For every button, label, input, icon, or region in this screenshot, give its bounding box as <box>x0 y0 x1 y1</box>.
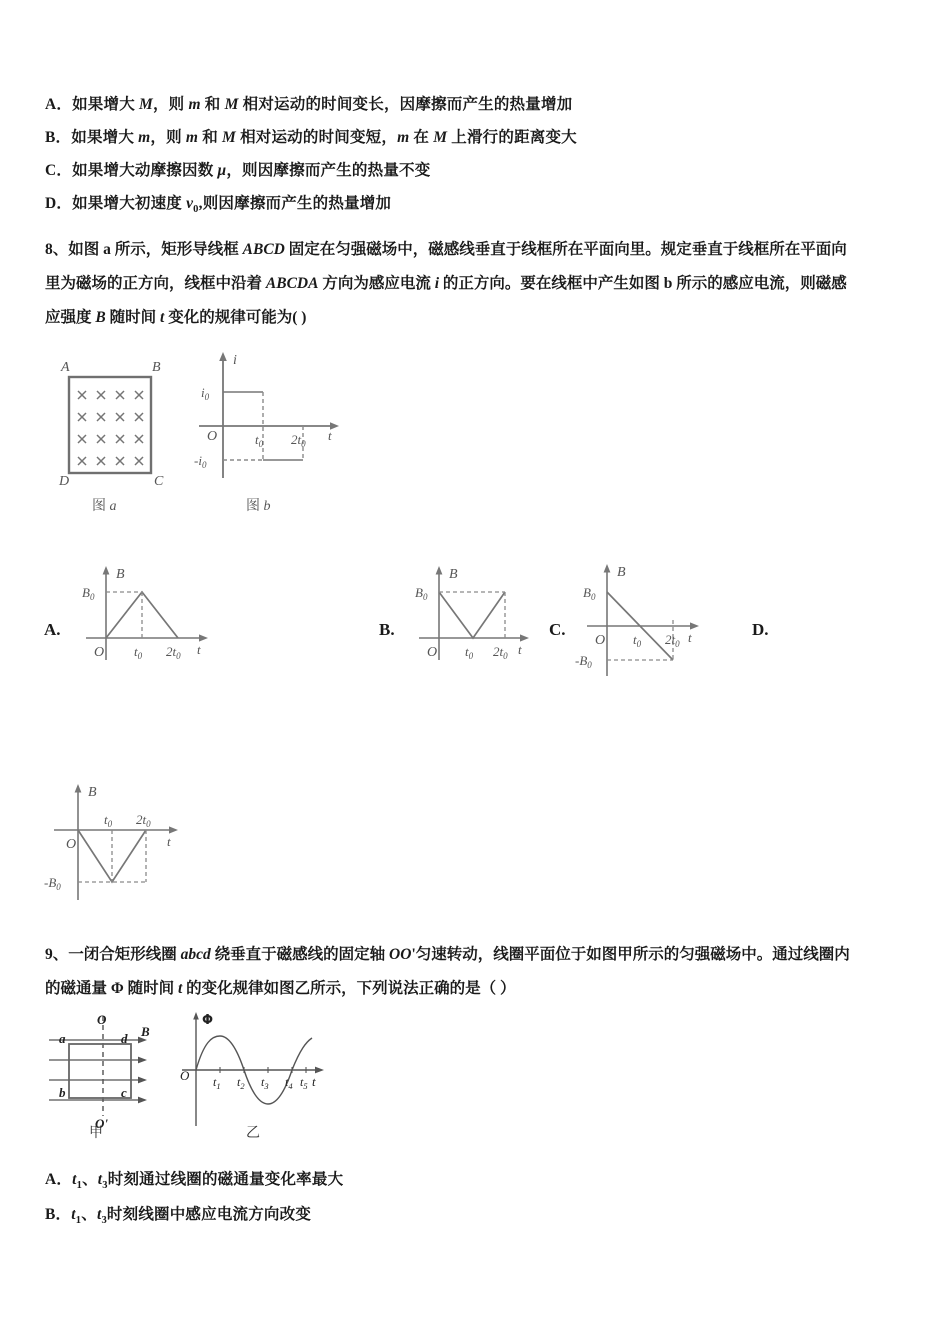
figure-b-tick-i0: $i_0$ <box>201 385 210 402</box>
opt-d-tick-neg-b0: $-B_0$ <box>44 875 61 892</box>
prev-option-c-text: 如果增大动摩擦因数 μ，则因摩擦而产生的热量不变 <box>72 162 431 179</box>
figure-yi-origin: O <box>180 1068 190 1083</box>
q9-option-b-label: B． <box>45 1206 72 1223</box>
figure-b-tick-neg-i0: $-i_0$ <box>194 453 207 470</box>
prev-option-d <box>45 194 391 220</box>
figure-yi-tick-t1: $t_1$ <box>213 1075 221 1091</box>
q8-option-a-label: A. <box>44 620 61 639</box>
opt-a-x-arrow <box>199 634 208 641</box>
field-arrowheads <box>138 1037 147 1104</box>
figure-a-corner-d: D <box>59 474 70 489</box>
opt-a-x-label: t <box>197 642 201 657</box>
opt-c-tick-t0: $t_0$ <box>633 632 642 649</box>
question8-line3: 应强度 B 随时间 t 变化的规律可能为( ) <box>45 309 307 326</box>
opt-d-origin: O <box>66 837 77 852</box>
q8-option-a-graph <box>72 560 232 670</box>
prev-option-d-label: D． <box>45 195 73 212</box>
figure-b-tick-t0: $t_0$ <box>255 432 264 449</box>
q9-option-a-text: $t_1$、$t_3$时刻通过线圈的磁通量变化率最大 <box>72 1171 344 1192</box>
figure-jia-corner-b: b <box>59 1085 66 1100</box>
figure-jia-corner-a: a <box>59 1031 66 1046</box>
question9-line2: 的磁通量 Φ 随时间 t 的变化规律如图乙所示，下列说法正确的是（ ） <box>45 980 516 997</box>
q8-option-c-graph <box>575 558 725 683</box>
figure-a-caption: 图 a <box>92 499 117 514</box>
q9-option-b <box>45 1205 311 1231</box>
opt-b-tick-t0: $t_0$ <box>465 644 474 661</box>
figure-b-tick-2t0: $2t_0$ <box>291 432 306 449</box>
q9-option-b-text: $t_1$、$t_3$时刻线圈中感应电流方向改变 <box>71 1206 312 1227</box>
prev-option-b-text: 如果增大 m，则 m 和 M 相对运动的时间变短，m 在 M 上滑行的距离变大 <box>71 129 577 146</box>
q9-option-a <box>45 1170 343 1196</box>
opt-c-x-label: t <box>688 630 692 645</box>
prev-option-c <box>45 161 430 181</box>
opt-b-tick-b0: $B_0$ <box>415 585 428 602</box>
q9-option-a-label: A． <box>45 1171 73 1188</box>
figure-yi <box>172 1008 347 1133</box>
opt-a-tick-t0: $t_0$ <box>134 644 143 661</box>
opt-a-tick-b0: $B_0$ <box>82 585 95 602</box>
prev-option-c-label: C． <box>45 162 73 179</box>
figure-a-corner-a: A <box>61 360 70 375</box>
figure-jia-corner-d: d <box>121 1031 128 1046</box>
figure-yi-tick-t5: $t_5$ <box>300 1075 308 1091</box>
figure-yi-y-arrow <box>193 1012 199 1020</box>
figure-yi-tick-t3: $t_3$ <box>261 1075 269 1091</box>
figure-a <box>55 355 185 489</box>
figure-jia-corner-c: c <box>121 1085 127 1100</box>
figure-yi-tick-t4: $t_4$ <box>285 1075 293 1091</box>
opt-c-origin: O <box>595 633 606 648</box>
figure-b-origin-label: O <box>207 429 218 444</box>
prev-option-a-text: 如果增大 M，则 m 和 M 相对运动的时间变长，因摩擦而产生的热量增加 <box>72 96 573 113</box>
question8-line1: 8、如图 a 所示，矩形导线框 ABCD 固定在匀强磁场中，磁感线垂直于线框所在平面向里。规定垂直于线框所在平面向 <box>45 241 847 258</box>
q8-option-b-label: B. <box>379 620 395 639</box>
loop-rectangle <box>69 377 151 473</box>
q8-option-c-label: C. <box>549 620 566 639</box>
opt-b-origin: O <box>427 645 438 660</box>
opt-c-tick-neg-b0: $-B_0$ <box>575 653 592 670</box>
figure-yi-x-label: t <box>312 1074 316 1089</box>
opt-d-x-arrow <box>169 826 178 833</box>
opt-c-tick-2t0: $2t_0$ <box>665 632 680 649</box>
figure-b-y-arrow <box>219 352 227 361</box>
figure-yi-caption: 乙 <box>246 1125 260 1141</box>
figure-jia-axis-top: O <box>97 1012 107 1027</box>
figure-b-caption: 图 b <box>246 499 271 514</box>
figure-jia-axis-bottom: O' <box>95 1116 108 1131</box>
question9-line1: 9、一闭合矩形线圈 abcd 绕垂直于磁感线的固定轴 OO'匀速转动，线圈平面位于如图甲所示的匀强磁场中。通过线圈内 <box>45 946 850 963</box>
opt-d-tick-t0: $t_0$ <box>104 812 113 829</box>
q8-option-d-graph <box>38 778 218 908</box>
figure-b-x-label: t <box>328 428 332 443</box>
opt-b-x-label: t <box>518 642 522 657</box>
opt-a-origin: O <box>94 645 105 660</box>
opt-b-y-arrow <box>436 566 443 575</box>
question8-line2: 里为磁场的正方向，线框中沿着 ABCDA 方向为感应电流 i 的正方向。要在线框中产生如图 b 所示的感应电流，则磁感 <box>45 275 847 292</box>
figure-b <box>185 348 355 488</box>
opt-b-x-arrow <box>520 634 529 641</box>
opt-c-y-label: B <box>617 565 626 580</box>
opt-d-y-arrow <box>75 784 82 793</box>
opt-a-tick-2t0: $2t_0$ <box>166 644 181 661</box>
opt-c-x-arrow <box>690 622 699 629</box>
opt-c-tick-b0: $B_0$ <box>583 585 596 602</box>
prev-option-a-label: A． <box>45 96 73 113</box>
figure-a-corner-c: C <box>154 474 164 489</box>
opt-d-tick-2t0: $2t_0$ <box>136 812 151 829</box>
prev-option-a <box>45 95 572 115</box>
figure-b-y-label: i <box>233 353 237 368</box>
magnetic-field-crosses <box>78 391 143 465</box>
figure-yi-y-label: Φ <box>202 1013 214 1028</box>
figure-jia-caption: 甲 <box>89 1125 103 1141</box>
figure-jia-field-label: B <box>141 1024 150 1039</box>
q8-option-d-label: D. <box>752 620 769 639</box>
opt-b-tick-2t0: $2t_0$ <box>493 644 508 661</box>
opt-d-x-label: t <box>167 834 171 849</box>
q8-option-b-graph <box>405 560 555 670</box>
opt-b-y-label: B <box>449 567 458 582</box>
prev-option-b-label: B． <box>45 129 72 146</box>
prev-option-d-text: 如果增大初速度 $v_0$,则因摩擦而产生的热量增加 <box>72 195 392 216</box>
figure-yi-tick-t2: $t_2$ <box>237 1075 245 1091</box>
opt-c-y-arrow <box>604 564 611 573</box>
opt-a-y-label: B <box>116 567 125 582</box>
opt-b-curve <box>439 592 505 638</box>
figure-a-corner-b: B <box>152 360 161 375</box>
opt-a-y-arrow <box>103 566 110 575</box>
prev-option-b <box>45 128 577 148</box>
figure-yi-x-arrow <box>315 1067 324 1074</box>
opt-d-y-label: B <box>88 785 97 800</box>
